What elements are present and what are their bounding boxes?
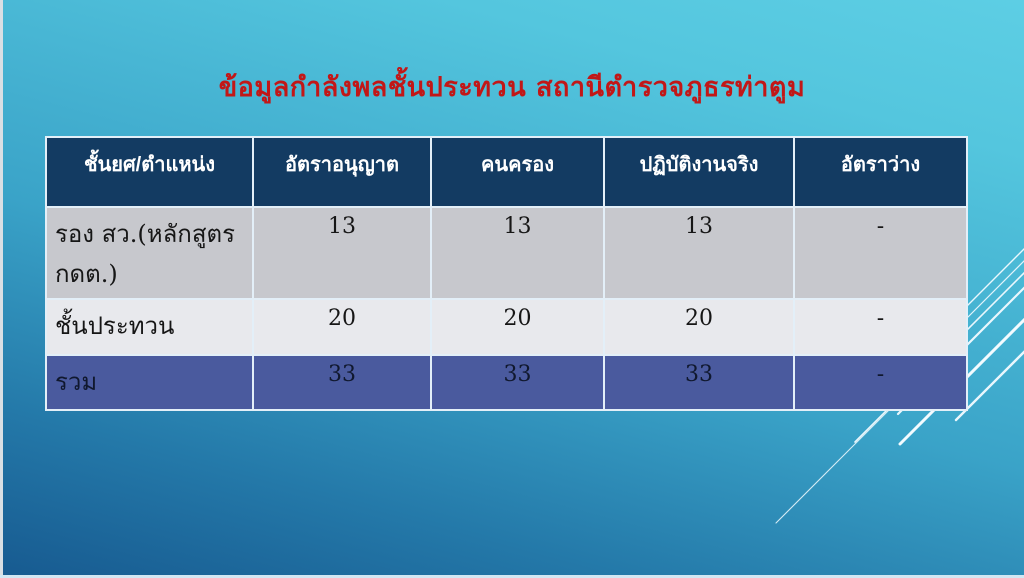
cell-authorized: 13 xyxy=(253,207,431,299)
cell-authorized: 33 xyxy=(253,355,431,410)
personnel-table xyxy=(45,136,968,411)
cell-authorized: 20 xyxy=(253,299,431,355)
table-total-row xyxy=(46,355,967,410)
row-label: รอง สว.(หลักสูตร กดต.) xyxy=(46,207,253,299)
row-label: รวม xyxy=(46,355,253,410)
header-vacant: อัตราว่าง xyxy=(794,137,967,207)
slide-title: ข้อมูลกำลังพลชั้นประทวน สถานีตำรวจภูธรท่าตูม xyxy=(218,72,806,103)
cell-actual-working: 13 xyxy=(604,207,794,299)
table-row xyxy=(46,299,967,355)
table-header-row xyxy=(46,137,967,207)
cell-occupied: 33 xyxy=(431,355,604,410)
header-rank-position: ชั้นยศ/ตำแหน่ง xyxy=(46,137,253,207)
cell-actual-working: 20 xyxy=(604,299,794,355)
header-actual-working: ปฏิบัติงานจริง xyxy=(604,137,794,207)
header-occupied: คนครอง xyxy=(431,137,604,207)
table-row xyxy=(46,207,967,299)
cell-actual-working: 33 xyxy=(604,355,794,410)
header-authorized: อัตราอนุญาต xyxy=(253,137,431,207)
slide-left-edge xyxy=(0,0,3,578)
cell-occupied: 13 xyxy=(431,207,604,299)
cell-occupied: 20 xyxy=(431,299,604,355)
cell-vacant: - xyxy=(794,355,967,410)
cell-vacant: - xyxy=(794,299,967,355)
row-label: ชั้นประทวน xyxy=(46,299,253,355)
cell-vacant: - xyxy=(794,207,967,299)
